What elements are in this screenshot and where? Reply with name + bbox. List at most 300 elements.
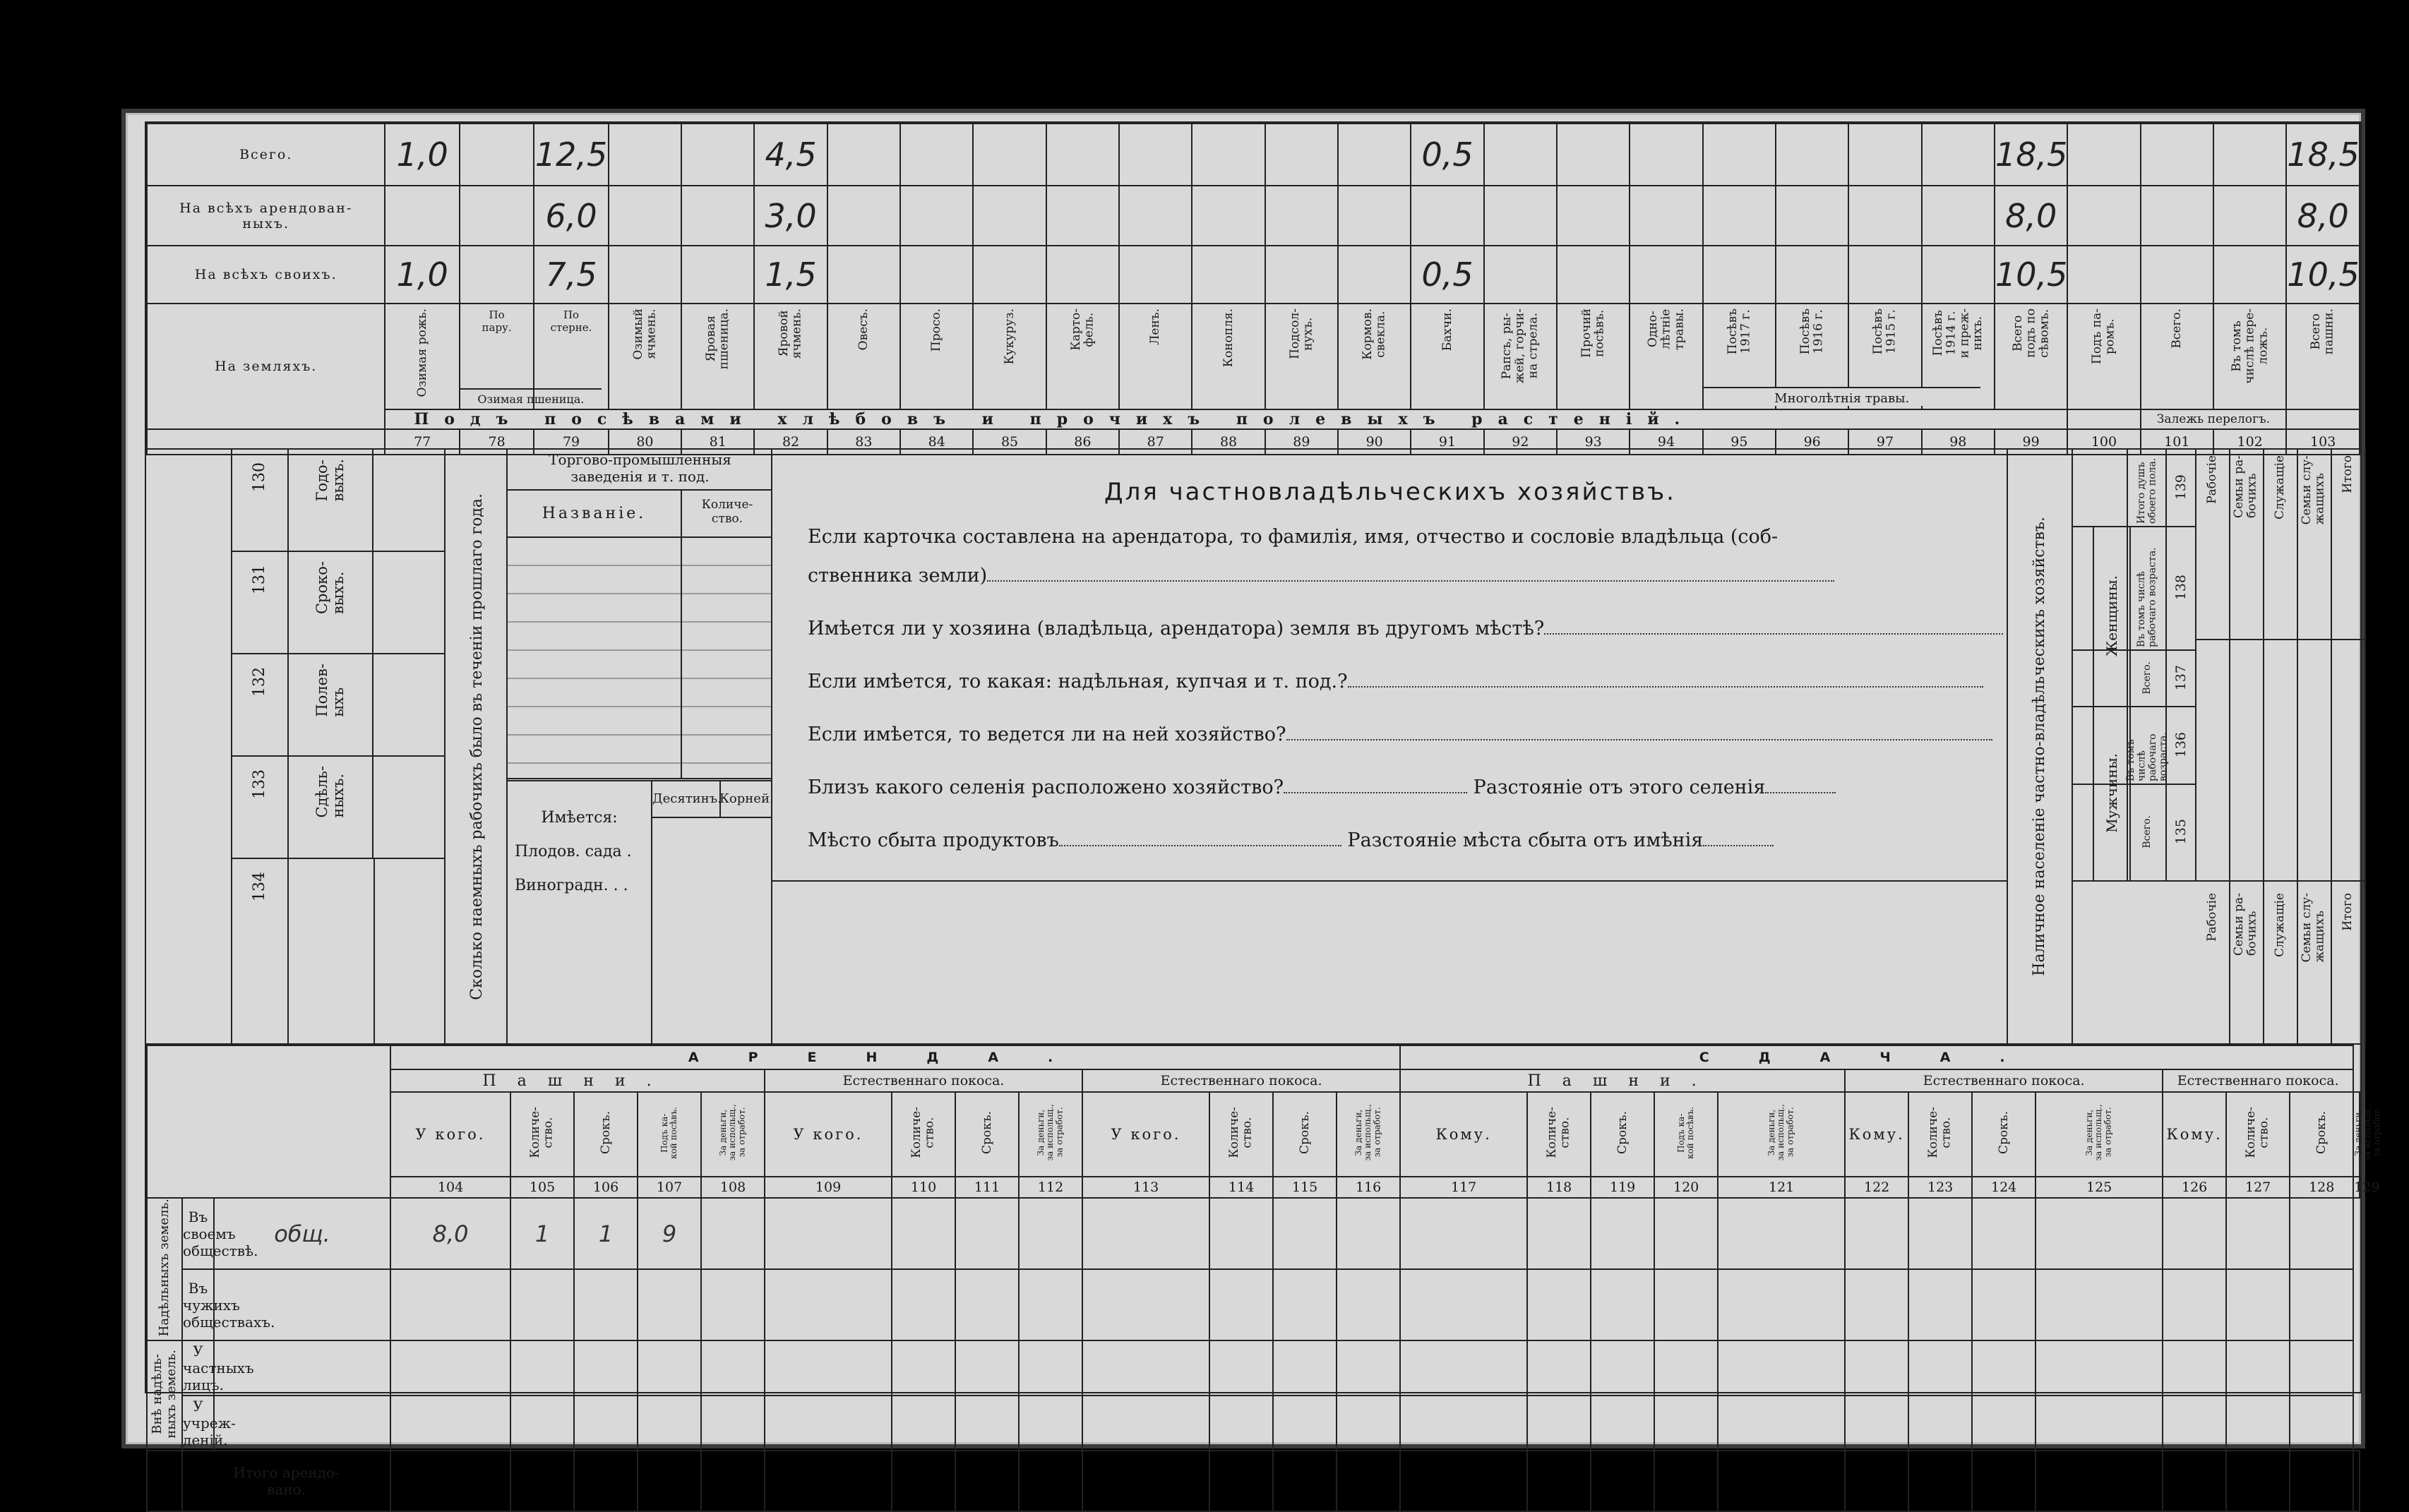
crop-cell[interactable] — [385, 186, 459, 246]
lease-cell[interactable] — [1273, 1451, 1337, 1511]
handwritten-value: 0,5 — [1421, 256, 1474, 294]
lease-col-number: 118 — [1527, 1177, 1591, 1198]
crop-cell[interactable] — [973, 124, 1046, 186]
lease-cell[interactable] — [574, 1198, 638, 1269]
crop-cell[interactable] — [2213, 186, 2286, 246]
lease-row-label: У частныхъ лицъ. — [182, 1340, 214, 1396]
population-row-label-cell — [2127, 784, 2167, 880]
lease-cell[interactable] — [1845, 1340, 1908, 1396]
lease-cell[interactable] — [1273, 1198, 1337, 1269]
lease-cell[interactable] — [2290, 1451, 2353, 1511]
lease-cell[interactable] — [1082, 1451, 1209, 1511]
crop-cell[interactable] — [2141, 246, 2213, 304]
crop-cell[interactable] — [1192, 124, 1265, 186]
lease-cell[interactable] — [892, 1396, 955, 1451]
lease-cell[interactable] — [1209, 1269, 1273, 1340]
lease-cell[interactable] — [1527, 1269, 1591, 1340]
answer-line[interactable] — [1765, 792, 1836, 793]
lease-col-header — [2036, 1092, 2163, 1177]
lease-col-header-text: За деньги, за испольщ., за отработ. — [1767, 1104, 1795, 1161]
lease-cell[interactable] — [1082, 1198, 1209, 1269]
lease-cell[interactable] — [1337, 1198, 1400, 1269]
workers-column-rule — [2331, 639, 2365, 640]
answer-line[interactable] — [987, 580, 1834, 582]
lease-cell[interactable] — [701, 1340, 765, 1396]
hired-row — [232, 551, 444, 654]
crop-cell[interactable] — [1703, 186, 1776, 246]
lease-cell[interactable] — [2163, 1451, 2226, 1511]
population-grid — [2072, 448, 2365, 1045]
lease-col-header — [574, 1092, 638, 1177]
workers-column-rule — [2229, 880, 2263, 882]
crop-col-header — [1265, 304, 1338, 409]
lease-cell[interactable] — [1209, 1340, 1273, 1396]
lease-cell[interactable] — [574, 1269, 638, 1340]
lease-cell[interactable] — [1718, 1198, 1845, 1269]
lease-cell[interactable] — [1019, 1198, 1082, 1269]
lease-cell[interactable] — [2163, 1198, 2226, 1269]
lease-cell[interactable] — [1972, 1396, 2036, 1451]
hired-question-text: Сколько наемныхъ рабочихъ было въ теченіи прошлаго года. — [467, 493, 486, 1000]
lease-cell[interactable] — [1019, 1269, 1082, 1340]
crop-cell[interactable] — [1192, 246, 1265, 304]
lease-col-number: 106 — [574, 1177, 638, 1198]
crop-cell[interactable] — [534, 246, 608, 304]
lease-cell[interactable] — [1019, 1340, 1082, 1396]
crop-cell[interactable] — [1046, 124, 1119, 186]
lease-cell[interactable] — [1527, 1451, 1591, 1511]
lease-col-number: 104 — [390, 1177, 510, 1198]
crop-cell[interactable] — [1484, 124, 1557, 186]
crop-cell[interactable] — [827, 246, 900, 304]
crop-cell[interactable] — [1557, 124, 1630, 186]
lease-cell[interactable] — [1845, 1451, 1908, 1511]
crop-cell[interactable] — [2141, 186, 2213, 246]
crop-cell[interactable] — [1338, 124, 1411, 186]
crop-col-header — [681, 304, 754, 409]
lease-cell[interactable] — [574, 1451, 638, 1511]
lease-cell[interactable] — [1400, 1198, 1527, 1269]
crop-cell[interactable] — [1046, 186, 1119, 246]
lease-cell[interactable] — [574, 1396, 638, 1451]
crop-cell[interactable] — [1338, 186, 1411, 246]
lease-cell[interactable] — [390, 1340, 510, 1396]
lease-cell[interactable] — [1273, 1340, 1337, 1396]
lease-cell[interactable] — [2036, 1340, 2163, 1396]
private-q6-row — [808, 829, 1774, 851]
lease-cell[interactable] — [638, 1269, 701, 1340]
lease-col-header-text: У кого. — [1111, 1126, 1181, 1143]
lease-cell[interactable] — [2226, 1340, 2290, 1396]
answer-line[interactable] — [1544, 633, 2003, 635]
population-row-number — [2165, 448, 2195, 526]
lease-col-number: 123 — [1908, 1177, 1972, 1198]
handwritten-value: 8,0 — [432, 1220, 469, 1247]
lease-cell[interactable] — [1209, 1451, 1273, 1511]
lease-cell[interactable] — [765, 1340, 892, 1396]
crop-cell[interactable] — [681, 124, 754, 186]
crop-cell[interactable] — [1119, 186, 1192, 246]
lease-cell[interactable] — [1019, 1396, 1082, 1451]
workers-column-rule — [2331, 880, 2365, 882]
lease-cell[interactable] — [2226, 1451, 2290, 1511]
lease-cell[interactable] — [892, 1269, 955, 1340]
population-row — [2072, 706, 2195, 785]
handwritten-value: 8,0 — [2297, 196, 2349, 235]
lease-cell[interactable] — [1845, 1396, 1908, 1451]
lease-cell[interactable] — [2226, 1198, 2290, 1269]
population-row — [2072, 526, 2195, 651]
crop-col-number: 82 — [754, 429, 827, 455]
crop-cell[interactable] — [1630, 186, 1702, 246]
lease-cell[interactable] — [1400, 1340, 1527, 1396]
lease-cell[interactable] — [1209, 1198, 1273, 1269]
crop-cell[interactable] — [754, 246, 827, 304]
lease-cell[interactable] — [2036, 1451, 2163, 1511]
crop-col-header-text: По пару. — [482, 308, 512, 334]
crop-cell[interactable] — [681, 246, 754, 304]
lease-row-group-label: Внѣ надѣль- ныхъ земель. — [150, 1349, 179, 1439]
hired-row-number-text: 132 — [250, 667, 268, 697]
answer-line[interactable] — [1059, 845, 1341, 846]
lease-cell[interactable] — [1972, 1451, 2036, 1511]
lease-cell[interactable] — [1591, 1198, 1654, 1269]
lease-cell[interactable] — [765, 1269, 892, 1340]
crop-cell[interactable] — [1484, 246, 1557, 304]
crop-cell[interactable] — [900, 186, 973, 246]
crop-cell[interactable] — [460, 186, 534, 246]
lease-col-header — [1400, 1092, 1527, 1177]
crop-cell[interactable] — [1265, 246, 1338, 304]
crop-cell[interactable] — [1119, 124, 1192, 186]
crop-cell[interactable] — [2286, 186, 2360, 246]
crop-cell[interactable] — [681, 186, 754, 246]
lease-cell[interactable] — [1400, 1269, 1527, 1340]
lease-cell[interactable] — [2290, 1396, 2353, 1451]
lease-col-header — [1273, 1092, 1337, 1177]
workers-column-rule — [2195, 639, 2229, 640]
population-title: Наличное населеніе частно-владѣльческихъ хозяйствъ. — [2030, 517, 2048, 976]
crop-cell[interactable] — [1922, 124, 1995, 186]
lease-cell[interactable] — [574, 1340, 638, 1396]
hired-row — [232, 858, 444, 1046]
lease-cell[interactable] — [2036, 1269, 2163, 1340]
lease-cell[interactable] — [390, 1269, 510, 1340]
lease-cell[interactable] — [765, 1198, 892, 1269]
handwritten-value: 9 — [662, 1220, 677, 1247]
lease-col-number: 128 — [2290, 1177, 2353, 1198]
lease-col-number: 105 — [510, 1177, 574, 1198]
lease-cell[interactable] — [214, 1396, 390, 1451]
lease-cell[interactable] — [2290, 1340, 2353, 1396]
crop-cell[interactable] — [1848, 124, 1921, 186]
private-q1b: ственника земли) — [808, 565, 988, 587]
crop-cell[interactable] — [1703, 246, 1776, 304]
lease-cell[interactable] — [1400, 1451, 1527, 1511]
lease-cell[interactable] — [1845, 1198, 1908, 1269]
lease-cell[interactable] — [638, 1396, 701, 1451]
crop-cell[interactable] — [754, 124, 827, 186]
lease-cell[interactable] — [2226, 1269, 2290, 1340]
crop-cell[interactable] — [609, 124, 681, 186]
lease-cell[interactable] — [390, 1198, 510, 1269]
crop-cell[interactable] — [2286, 124, 2360, 186]
hired-row-label: Годо- выхъ. — [313, 459, 347, 502]
crop-cell[interactable] — [827, 124, 900, 186]
lease-cell[interactable] — [892, 1451, 955, 1511]
lease-cell[interactable] — [765, 1396, 892, 1451]
lease-subgroup: Естественнаго покоса. — [1082, 1069, 1400, 1092]
lease-cell[interactable] — [1209, 1396, 1273, 1451]
crop-cell[interactable] — [1265, 124, 1338, 186]
lease-cell[interactable] — [1654, 1340, 1718, 1396]
lease-cell[interactable] — [1527, 1340, 1591, 1396]
crop-cell[interactable] — [1411, 124, 1483, 186]
lease-cell[interactable] — [1908, 1269, 1972, 1340]
lease-cell[interactable] — [510, 1340, 574, 1396]
lease-col-header-text: Подъ ка- кой посѣвъ. — [1675, 1106, 1696, 1159]
answer-line[interactable] — [1348, 686, 1983, 688]
lease-cell[interactable] — [1718, 1340, 1845, 1396]
crop-cell[interactable] — [1119, 246, 1192, 304]
lease-cell[interactable] — [1654, 1269, 1718, 1340]
lease-cell[interactable] — [390, 1451, 510, 1511]
lease-cell[interactable] — [1972, 1340, 2036, 1396]
crop-cell[interactable] — [2067, 246, 2140, 304]
crop-cell[interactable] — [973, 246, 1046, 304]
lease-cell[interactable] — [2353, 1451, 2360, 1511]
lease-cell[interactable] — [1908, 1198, 1972, 1269]
lease-cell[interactable] — [2036, 1198, 2163, 1269]
crop-col-number: 77 — [385, 429, 459, 455]
hired-row-number-text: 130 — [250, 462, 268, 492]
crop-cell[interactable] — [1922, 246, 1995, 304]
lease-cell[interactable] — [1273, 1396, 1337, 1451]
lease-cell[interactable] — [390, 1396, 510, 1451]
lease-cell[interactable] — [765, 1451, 892, 1511]
population-row-number-text: 138 — [2172, 575, 2189, 601]
crop-cell[interactable] — [1046, 246, 1119, 304]
handwritten-value: 12,5 — [534, 136, 608, 174]
workers-column-header — [2229, 455, 2263, 518]
crop-cell[interactable] — [2213, 246, 2286, 304]
lease-subgroup: Естественнаго покоса. — [1845, 1069, 2163, 1092]
hired-row-label-cell — [289, 653, 373, 755]
lease-cell[interactable] — [1718, 1451, 1845, 1511]
crop-cell[interactable] — [1776, 124, 1848, 186]
lease-cell[interactable] — [1972, 1269, 2036, 1340]
workers-column-header — [2297, 455, 2331, 524]
crop-cell[interactable] — [754, 186, 827, 246]
crop-cell[interactable] — [460, 246, 534, 304]
lease-col-header — [1972, 1092, 2036, 1177]
lease-cell[interactable] — [1082, 1340, 1209, 1396]
lease-cell[interactable] — [955, 1340, 1019, 1396]
crop-cell[interactable] — [1484, 186, 1557, 246]
lease-row-label: Итого арендо- вано. — [182, 1451, 390, 1511]
lease-cell[interactable] — [1591, 1451, 1654, 1511]
crop-cell[interactable] — [534, 124, 608, 186]
lease-cell[interactable] — [1908, 1396, 1972, 1451]
lease-cell[interactable] — [2163, 1269, 2226, 1340]
crop-cell[interactable] — [1776, 186, 1848, 246]
answer-line[interactable] — [1286, 739, 1992, 740]
crop-col-number: 96 — [1776, 429, 1848, 455]
lease-cell[interactable] — [1082, 1269, 1209, 1340]
lease-cell[interactable] — [2163, 1396, 2226, 1451]
lease-col-header-text: Кому. — [1848, 1126, 1905, 1143]
lease-cell[interactable] — [955, 1451, 1019, 1511]
crop-cell[interactable] — [1411, 186, 1483, 246]
crop-cell[interactable] — [385, 124, 459, 186]
lease-cell[interactable] — [1591, 1340, 1654, 1396]
crop-cell[interactable] — [2067, 186, 2140, 246]
lease-cell[interactable] — [1527, 1396, 1591, 1451]
crop-banner: Подъ посѣвами хлѣбовъ и прочихъ полевыхъ растеній. — [385, 409, 2067, 429]
crop-cell[interactable] — [2067, 124, 2140, 186]
lease-cell[interactable] — [510, 1269, 574, 1340]
crop-cell[interactable] — [1703, 124, 1776, 186]
lease-cell[interactable] — [1654, 1198, 1718, 1269]
lease-cell[interactable] — [1718, 1396, 1845, 1451]
lease-cell[interactable] — [701, 1198, 765, 1269]
crop-col-header — [2067, 304, 2140, 409]
lease-cell[interactable] — [638, 1198, 701, 1269]
lease-cell[interactable] — [2226, 1396, 2290, 1451]
crop-cell[interactable] — [2286, 246, 2360, 304]
lease-cell[interactable] — [1654, 1451, 1718, 1511]
hired-row-number — [232, 448, 289, 551]
workers-column — [2297, 448, 2332, 1045]
crop-cell[interactable] — [1557, 186, 1630, 246]
hired-row — [232, 653, 444, 757]
lease-col-header-text: Срокъ. — [1996, 1111, 2011, 1154]
lease-cell[interactable] — [1845, 1269, 1908, 1340]
population-row-label-cell — [2127, 526, 2167, 649]
population-row — [2072, 649, 2195, 707]
lease-cell[interactable] — [892, 1198, 955, 1269]
workers-column-header-text: Семьи слу- жащихъ — [2300, 455, 2327, 525]
crop-cell[interactable] — [1557, 246, 1630, 304]
lease-cell[interactable] — [510, 1451, 574, 1511]
lease-col-header — [2163, 1092, 2226, 1177]
lease-cell[interactable] — [701, 1451, 765, 1511]
crop-col-header — [1995, 304, 2067, 409]
crop-col-header — [1411, 304, 1483, 409]
lease-cell[interactable] — [701, 1396, 765, 1451]
answer-line[interactable] — [1703, 845, 1774, 846]
crop-col-number: 101 — [2141, 429, 2213, 455]
lease-cell[interactable] — [1400, 1396, 1527, 1451]
lease-cell[interactable] — [1527, 1198, 1591, 1269]
lease-cell[interactable] — [1654, 1396, 1718, 1451]
lease-cell[interactable] — [701, 1269, 765, 1340]
crop-banner-blank — [2067, 409, 2140, 429]
crop-col-number: 93 — [1557, 429, 1630, 455]
crop-cell[interactable] — [1265, 186, 1338, 246]
lease-cell[interactable] — [955, 1269, 1019, 1340]
crop-col-header-text: Озимая рожь. — [414, 308, 429, 397]
lease-cell[interactable] — [1082, 1396, 1209, 1451]
lease-cell[interactable] — [638, 1340, 701, 1396]
crop-col-number: 81 — [681, 429, 754, 455]
workers-column-footer — [2195, 893, 2229, 942]
lease-cell[interactable] — [1718, 1269, 1845, 1340]
lease-cell[interactable] — [1908, 1340, 1972, 1396]
crop-cell[interactable] — [1338, 246, 1411, 304]
crop-cell[interactable] — [1995, 124, 2067, 186]
lease-cell[interactable] — [1337, 1340, 1400, 1396]
crop-cell[interactable] — [1630, 246, 1702, 304]
lease-row-group — [147, 1340, 182, 1451]
crop-col-header-text: Посѣвъ 1916 г. — [1798, 308, 1826, 355]
crop-col-header-text: Посѣвъ 1914 г. и преж- нихъ. — [1930, 308, 1985, 359]
lease-cell[interactable] — [955, 1396, 1019, 1451]
crop-cell[interactable] — [2141, 124, 2213, 186]
crop-cell[interactable] — [1192, 186, 1265, 246]
crop-cell[interactable] — [1630, 124, 1702, 186]
lease-cell[interactable] — [2290, 1198, 2353, 1269]
workers-column-footer-text: Семьи слу- жащихъ — [2300, 893, 2327, 963]
crop-cell[interactable] — [385, 246, 459, 304]
crop-col-header — [534, 304, 608, 409]
lease-cell[interactable] — [2163, 1340, 2226, 1396]
hired-row-number-text: 133 — [250, 769, 268, 799]
lease-col-header — [1082, 1092, 1209, 1177]
lease-cell[interactable] — [892, 1340, 955, 1396]
trade-qty-header: Количе- ство. — [701, 498, 753, 526]
lease-cell[interactable] — [1337, 1396, 1400, 1451]
lease-cell[interactable] — [1591, 1269, 1654, 1340]
lease-cell[interactable] — [1273, 1269, 1337, 1340]
crop-cell[interactable] — [1848, 186, 1921, 246]
lease-cell[interactable] — [1337, 1451, 1400, 1511]
crop-col-number: 95 — [1703, 429, 1776, 455]
crop-cell[interactable] — [2213, 124, 2286, 186]
lease-cell[interactable] — [638, 1451, 701, 1511]
crop-cell[interactable] — [1995, 246, 2067, 304]
crop-cell[interactable] — [534, 186, 608, 246]
lease-cell[interactable] — [2036, 1396, 2163, 1451]
lease-col-header-text: Количе- ство. — [1545, 1107, 1573, 1158]
crop-cell[interactable] — [460, 124, 534, 186]
lease-cell[interactable] — [1908, 1451, 1972, 1511]
lease-cell[interactable] — [955, 1198, 1019, 1269]
crop-cell[interactable] — [609, 186, 681, 246]
crop-cell[interactable] — [900, 246, 973, 304]
crop-banner-blank — [2286, 409, 2360, 429]
lease-cell[interactable] — [510, 1396, 574, 1451]
lease-cell[interactable] — [1972, 1198, 2036, 1269]
crop-cell[interactable] — [900, 124, 973, 186]
answer-line[interactable] — [1284, 792, 1467, 793]
lease-cell[interactable] — [510, 1198, 574, 1269]
imeetsya-label: Имѣется: — [541, 809, 618, 827]
lease-cell[interactable] — [2290, 1269, 2353, 1340]
crop-cell[interactable] — [827, 186, 900, 246]
crop-cell[interactable] — [1995, 186, 2067, 246]
lease-cell[interactable] — [1337, 1269, 1400, 1340]
crop-cell[interactable] — [1411, 246, 1483, 304]
crop-col-header — [1922, 304, 1995, 409]
crop-cell[interactable] — [609, 246, 681, 304]
crop-cell[interactable] — [973, 186, 1046, 246]
lease-cell[interactable] — [1591, 1396, 1654, 1451]
lease-cell[interactable] — [1019, 1451, 1082, 1511]
crop-cell[interactable] — [1848, 246, 1921, 304]
crop-cell[interactable] — [1922, 186, 1995, 246]
crop-cell[interactable] — [1776, 246, 1848, 304]
